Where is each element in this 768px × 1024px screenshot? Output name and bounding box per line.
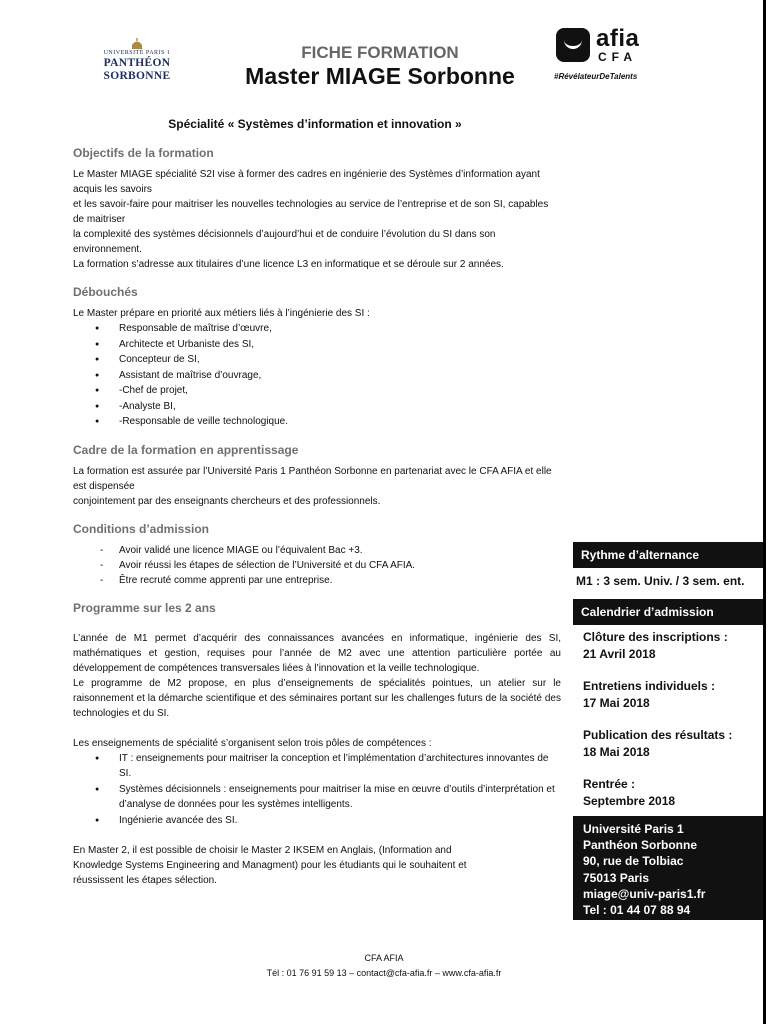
afia-smile-icon xyxy=(556,28,590,62)
contact-box xyxy=(573,816,763,920)
calendrier-item-label: Rentrée : xyxy=(583,777,636,791)
specialite-title: Spécialité « Systèmes d’information et innovation » xyxy=(168,117,462,131)
text-line: et les savoir-faire pour maitriser les nouvelles technologies au service de l’entreprise et de son SI, capables de maitriser xyxy=(73,199,549,225)
fiche-formation-label: FICHE FORMATION xyxy=(301,43,459,62)
section-title: Conditions d’admission xyxy=(73,521,210,536)
contact-line: 90, rue de Tolbiac xyxy=(583,854,684,869)
contact-line: Panthéon Sorbonne xyxy=(583,838,697,853)
contact-line: 75013 Paris xyxy=(583,870,650,885)
list-item: - Avoir validé une licence MIAGE ou l’équivalent Bac +3. xyxy=(100,543,561,558)
calendrier-item-value: Septembre 2018 xyxy=(583,794,676,808)
cadre-text xyxy=(73,464,561,509)
header xyxy=(0,0,763,105)
main-content xyxy=(73,146,561,888)
list-item: ● Assistant de maîtrise d’ouvrage, xyxy=(95,368,561,384)
footer-contact: Tél : 01 76 91 59 13 – contact@cfa-afia.fr – www.cfa-afia.fr xyxy=(266,968,502,978)
page-right-border xyxy=(763,0,766,1024)
calendrier-item-value: 17 Mai 2018 xyxy=(583,696,650,710)
calendrier-item-label: Publication des résultats : xyxy=(583,728,733,742)
text-line: Knowledge Systems Engineering and Managment) pour les étudiants qui le souhaitent et xyxy=(73,860,467,871)
programme-m2-text: Le programme de M2 propose, en plus d’enseignements de spécialités pointues, un atelier sur le raisonnement et la démarche scientifique et des séminaires portant sur les challenges futurs de la société des technologies et du SI. xyxy=(73,677,561,719)
text-line: La formation est assurée par l’Université Paris 1 Panthéon Sorbonne en partenariat avec le CFA AFIA et elle est dispensée xyxy=(73,465,552,492)
contact-email[interactable]: miage@univ-paris1.fr xyxy=(583,886,706,901)
calendrier-header: Calendrier d’admission xyxy=(573,599,763,625)
page-title: Master MIAGE Sorbonne xyxy=(245,63,515,89)
list-item: - Avoir réussi les étapes de sélection de l’Université et du CFA AFIA. xyxy=(100,558,561,573)
objectifs-text xyxy=(73,167,561,272)
pantheon-sorbonne-logo xyxy=(72,38,202,82)
rythme-value: M1 : 3 sem. Univ. / 3 sem. ent. xyxy=(576,574,745,588)
footer xyxy=(0,951,768,981)
list-item: ● Architecte et Urbaniste des SI, xyxy=(95,337,561,353)
debouches-intro: Le Master prépare en priorité aux métiers liés à l’ingénierie des SI : xyxy=(73,308,370,319)
logo-university-line: UNIVERSITÉ PARIS 1 xyxy=(103,50,171,56)
list-item: ● Concepteur de SI, xyxy=(95,352,561,368)
list-item: ● IT : enseignements pour maitriser la conception et l’implémentation d’architectures innovantes de SI. xyxy=(95,751,561,782)
debouches-list xyxy=(73,321,561,430)
section-cadre xyxy=(73,443,561,509)
calendrier-item-value: 21 Avril 2018 xyxy=(583,647,656,661)
text-line: conjointement par des enseignants chercheurs et des professionnels. xyxy=(73,495,381,507)
dome-icon xyxy=(130,38,144,50)
afia-cfa-logo xyxy=(554,25,666,88)
rythme-header: Rythme d’alternance xyxy=(573,542,763,568)
programme-iksem-text xyxy=(73,843,561,888)
header-titles xyxy=(230,43,530,90)
text-line: La formation s’adresse aux titulaires d’une licence L3 en informatique et se déroule sur 2 années. xyxy=(73,259,504,270)
calendrier-item-label: Clôture des inscriptions : xyxy=(583,630,728,644)
afia-tagline: #RévélateurDeTalents xyxy=(554,72,638,81)
list-item: ● -Responsable de veille technologique. xyxy=(95,414,561,430)
list-item: - Être recruté comme apprenti par une entreprise. xyxy=(100,573,561,588)
list-item: ● -Analyste BI, xyxy=(95,399,561,415)
section-title: Débouchés xyxy=(73,285,138,299)
list-item: ● -Chef de projet, xyxy=(95,383,561,399)
text-line: En Master 2, il est possible de choisir le Master 2 IKSEM en Anglais, (Information and xyxy=(73,845,452,856)
list-item: ● Ingénierie avancée des SI. xyxy=(95,813,561,829)
section-title: Cadre de la formation en apprentissage xyxy=(73,442,299,457)
footer-org: CFA AFIA xyxy=(364,953,404,963)
section-conditions xyxy=(73,522,561,588)
section-title: Objectifs de la formation xyxy=(73,146,214,160)
programme-poles-list xyxy=(73,751,561,829)
text-line: réussissent les étapes sélection. xyxy=(73,875,217,886)
logo-name-line: PANTHÉON SORBONNE xyxy=(103,57,171,82)
contact-phone: Tel : 01 44 07 88 94 xyxy=(583,903,691,918)
list-item: ● Responsable de maîtrise d’œuvre, xyxy=(95,321,561,337)
section-title: Programme sur les 2 ans xyxy=(73,600,216,615)
calendrier-item-value: 18 Mai 2018 xyxy=(583,745,650,759)
section-objectifs xyxy=(73,146,561,272)
text-line: Le Master MIAGE spécialité S2I vise à former des cadres en ingénierie des Systèmes d’information ayant acquis les savoirs xyxy=(73,169,540,195)
afia-wordmark: afia xyxy=(596,25,640,52)
programme-poles-intro: Les enseignements de spécialité s’organisent selon trois pôles de compétences : xyxy=(73,737,432,749)
contact-line: Université Paris 1 xyxy=(583,822,684,836)
calendrier-item-label: Entretiens individuels : xyxy=(583,679,716,693)
section-programme xyxy=(73,601,561,889)
programme-m1-text: L’année de M1 permet d’acquérir des connaissances avancées en informatique, ingénierie des SI, mathématiques et gestion, requises pour l’année de M2 avec une attention particulière portée au développement de compétences transversales liées à l’innovation et la veille technologique. xyxy=(73,632,561,674)
conditions-list xyxy=(73,543,561,588)
section-debouches xyxy=(73,285,561,430)
text-line: la complexité des systèmes décisionnels d’aujourd’hui et de conduire l’évolution du SI dans son environnement. xyxy=(73,229,496,255)
cfa-wordmark: CFA xyxy=(598,50,637,64)
list-item: ● Systèmes décisionnels : enseignements pour maitriser la mise en œuvre d’outils d’interprétation et d’analyse de données pour les systèmes intelligents. xyxy=(95,782,561,813)
